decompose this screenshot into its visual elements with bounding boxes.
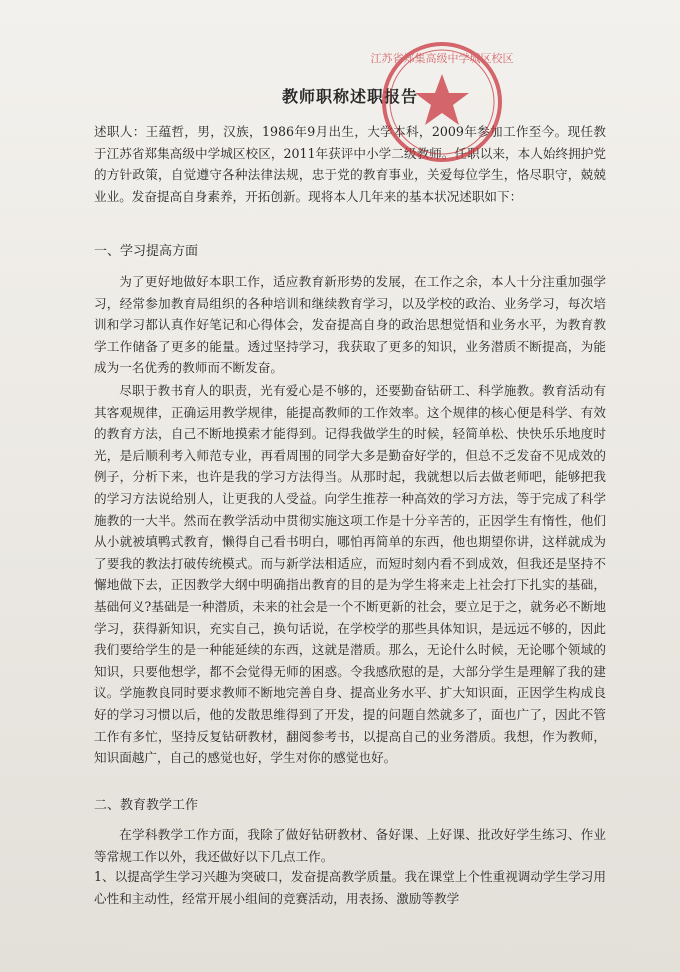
- study-paragraph-1: 为了更好地做好本职工作，适应教育新形势的发展，在工作之余，本人十分注重加强学习，经常参加教育局组织的各种培训和继续教育学习，以及学校的政治、业务学习，每次培训和学习都认真作好笔记和心得体会，发奋提高自身的政治思想觉悟和业务水平，为教育教学工作储备了更多的能量。透过坚持学习，我获取了更多的知识，业务潜质不断提高，为能成为一名优秀的教师而不断发奋。: [94, 274, 606, 376]
- section-heading-teaching: 二、教育教学工作: [94, 798, 199, 813]
- study-paragraph-2: 尽职于教书育人的职责，光有爱心是不够的，还要勤奋钻研工、科学施教。教育活动有其客观规律，正确运用教学规律，能提高教师的工作效率。这个规律的核心便是科学、有效的教育方法，自己不断地摸索才能得到。记得我做学生的时候，轻简单松、快快乐乐地度时光，是后顺利考入师范专业，再看周围的同学大多是勤奋好学的，但总不乏发奋不见成效的例子，分析下来，也许是我的学习方法得当。从那时起，我就想以后去做老师吧，能够把我的学习方法说给别人，让更我的人受益。向学生推荐一种高效的学习方法，等于完成了科学施教的一大半。然而在教学活动中贯彻实施这项工作是十分辛苦的，正因学生有惰性，他们从小就被填鸭式教育，懒得自己看书明白，哪怕再简单的东西，他也期望你讲，这样就成为了要我的教法打破传统模式。而与新学法相适应，而短时刻内看不到成效，但我还是坚持不懈地做下去，正因教学大纲中明确指出教育的目的是为学生将来走上社会打下扎实的基础，基础何义?基础是一种潜质，未来的社会是一个不断更新的社会，要立足于之，就务必不断地学习，获得新知识，充实自己，换句话说，在学校学的那些具体知识，是远远不够的，因此我们要给学生的是一种能延续的东西，这就是潜质。那么，无论什么时候，无论哪个领域的知识，只要他想学，都不会觉得无师的困惑。令我感欣慰的是，大部分学生是理解了我的建议。学施教良同时要求教师不断地完善自身、提高业务水平、扩大知识面，正因学生构成良好的学习习惯以后，他的发散思维得到了开发，提的问题自然就多了，面也广了，因此不管工作有多忙，坚持反复钻研教材，翻阅参考书，以提高自己的业务潜质。我想，作为教师，知识面越广，自己的感觉也好，学生对你的感觉也好。: [94, 383, 606, 766]
- document-title: 教师职称述职报告: [281, 87, 418, 106]
- svg-text:江苏省郑集高级中学城区校区: 江苏省郑集高级中学城区校区: [370, 52, 514, 65]
- intro-paragraph: 述职人：王蕴哲，男，汉族，1986年9月出生，大学本科，2009年参加工作至今。现任教于江苏省郑集高级中学城区校区，2011年获评中小学二级教师。任职以来，本人始终拥护党的方针政策，自觉遵守各种法律法规，忠于党的教育事业，关爱每位学生，恪尽职守，兢兢业业。发奋提高自身素养，开拓创新。现将本人几年来的基本状况述职如下：: [94, 124, 606, 204]
- school-seal-stamp: [370, 38, 514, 166]
- teaching-paragraph-2: 1、以提高学生学习兴趣为突破口，发奋提高教学质量。我在课堂上个性重视调动学生学习用心性和主动性，经常开展小组间的竞赛活动，用表扬、激励等教学: [94, 869, 606, 906]
- section-heading-study: 一、学习提高方面: [94, 244, 199, 259]
- teaching-paragraph-1: 在学科教学工作方面，我除了做好钻研教材、备好课、上好课、批改好学生练习、作业等常规工作以外，我还做好以下几点工作。: [94, 827, 606, 864]
